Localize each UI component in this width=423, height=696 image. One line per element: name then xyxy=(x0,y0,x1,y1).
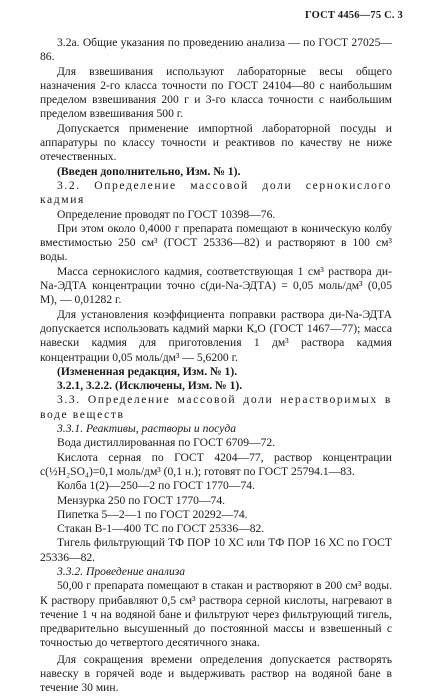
paragraph: При этом около 0,4000 г препарата помещают в коническую колбу вместимостью 250 см³ (ГОСТ 25336—82) и растворяют в 100 см³ воды. xyxy=(40,221,392,264)
paragraph: 3.2.1, 3.2.2. (Исключены, Изм. № 1). xyxy=(57,379,243,393)
paragraph: 50,00 г препарата помещают в стакан и растворяют в 200 см³ воды. К раствору прибавляют 0,5 см³ раствора серной кислоты, нагревают в течение 1 ч на водяной бане и фильтруют через фильтрующий тигель, предварительно высушенный до постоянной массы и взвешенный с точностью до четвертого десятичного знака. xyxy=(40,579,392,650)
paragraph: Пипетка 5—2—1 по ГОСТ 20292—74. xyxy=(57,507,248,521)
paragraph: Масса сернокислого кадмия, соответствующая 1 см³ раствора ди-Na-ЭДТА концентрации точно с(ди-Na-ЭДТА) = 0,05 моль/дм³ (0,05 М), — 0,01282 г. xyxy=(40,264,392,307)
paragraph: Определение проводят по ГОСТ 10398—76. xyxy=(57,207,276,221)
paragraph: 3.3.1. Реактивы, растворы и посуда xyxy=(57,422,237,436)
paragraph: 3.2. Определение массовой доли сернокислого кадмия xyxy=(40,178,392,207)
paragraph: Колба 1(2)—250—2 по ГОСТ 1770—74. xyxy=(57,479,255,493)
paragraph: Кислота серная по ГОСТ 4204—77, раствор концентрации с(½H₂SO₄)=0,1 моль/дм³ (0,1 н.); готовят по ГОСТ 25794.1—83. xyxy=(40,450,392,478)
paragraph: Для установления коэффициента поправки раствора ди-Na-ЭДТА допускается использовать кадмий марки КₐО (ГОСТ 1467—77); масса навески кадмия для приготовления 1 дм³ раствора кадмия концентрации 0,05 моль/дм³ — 5,6200 г. xyxy=(40,307,392,364)
paragraph: Для взвешивания используют лабораторные весы общего назначения 2-го класса точности по ГОСТ 24104—80 с наибольшим пределом взвешивания 200 г и 3-го класса точности с наибольшим пределом взвешивания 500 г. xyxy=(40,64,392,121)
paragraph: Стакан В-1—400 ТС по ГОСТ 25336—82. xyxy=(57,522,265,536)
document-body xyxy=(40,36,392,696)
paragraph: Вода дистиллированная по ГОСТ 6709—72. xyxy=(57,436,276,450)
paragraph: (Измененная редакция, Изм. № 1). xyxy=(57,364,238,378)
paragraph: Тигель фильтрующий ТФ ПОР 10 ХС или ТФ ПОР 16 ХС по ГОСТ 25336—82. xyxy=(40,536,392,564)
paragraph: Допускается применение импортной лабораторной посуды и аппаратуры по классу точности и реактивов по качеству не ниже отечественных. xyxy=(40,121,392,164)
paragraph: 3.2а. Общие указания по проведению анализа — по ГОСТ 27025—86. xyxy=(40,36,392,64)
page-header: ГОСТ 4456—75 С. 3 xyxy=(304,10,403,21)
paragraph: (Введен дополнительно, Изм. № 1). xyxy=(57,164,241,178)
paragraph: Для сокращения времени определения допускается растворять навеску в горячей воде и выдерживать раствор на водяной бане в течение 30 мин. xyxy=(40,652,392,695)
paragraph: 3.3. Определение массовой доли нерастворимых в воде веществ xyxy=(40,393,392,421)
paragraph: 3.3.2. Проведение анализа xyxy=(57,564,186,578)
paragraph: Мензурка 250 по ГОСТ 1770—74. xyxy=(57,493,226,507)
